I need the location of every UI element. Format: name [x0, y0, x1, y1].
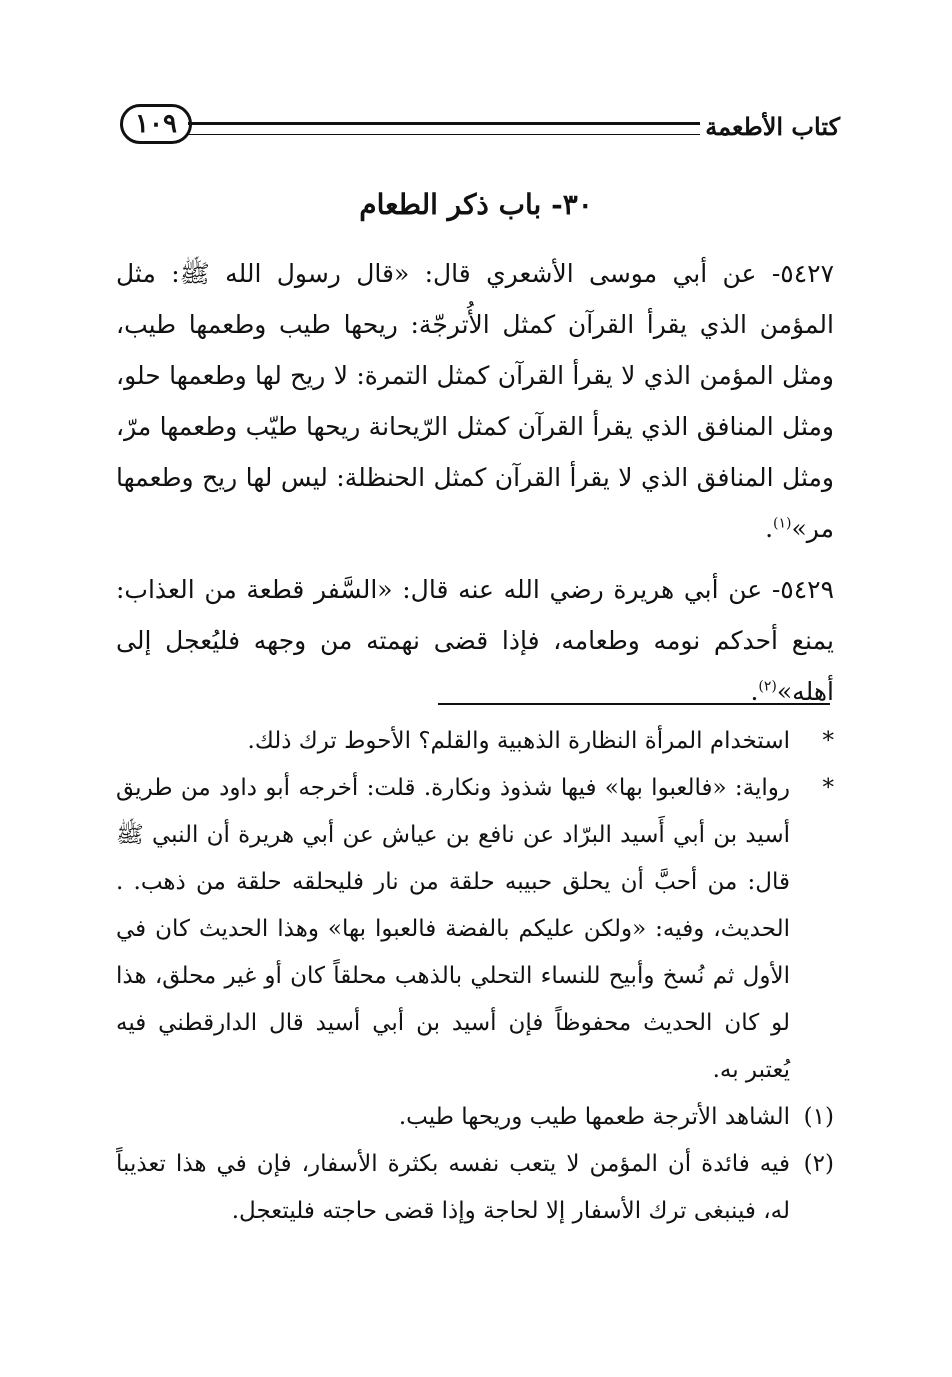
footnote-marker: (٢)	[803, 1151, 834, 1177]
footnote-marker: *	[822, 775, 834, 801]
footnote	[116, 718, 834, 765]
footnote-marker: (١)	[803, 1104, 834, 1130]
page-number-frame	[120, 104, 192, 144]
footnote-marker: *	[822, 728, 834, 754]
chapter-heading: ٣٠- باب ذكر الطعام	[359, 188, 593, 221]
footnote-reference: (٢)	[758, 678, 777, 695]
paragraph-end: .	[765, 514, 774, 543]
footnote-text: استخدام المرأة النظارة الذهبية والقلم؟ الأحوط ترك ذلك.	[247, 728, 790, 754]
running-title: كتاب الأطعمة	[705, 112, 840, 141]
hadith-text: ٥٤٢٩- عن أبي هريرة رضي الله عنه قال: «السَّفر قطعة من العذاب: يمنع أحدكم نومه وطعامه، فإذا قضى نهمته من وجهه فليُعجل إلى أهله»	[116, 575, 834, 706]
footnote-text: رواية: «فالعبوا بها» فيها شذوذ ونكارة. قلت: أخرجه أبو داود من طريق أسيد بن أبي أَسيد البرّاد عن نافع بن عياش عن أبي هريرة أن النبي ﷺ قال: من أحبَّ أن يحلق حبيبه حلقة من نار فليحلقه حلقة من ذهب. . الحديث، وفيه: «ولكن عليكم بالفضة فالعبوا بها» وهذا الحديث كان في الأول ثم نُسخ وأبيح للنساء التحلي بالذهب محلقاً كان أو غير محلق، هذا لو كان الحديث محفوظاً فإن أسيد بن أبي أسيد قال الدارقطني فيه يُعتبر به.	[116, 775, 790, 1083]
page-number: ١٠٩	[135, 109, 177, 139]
running-header	[110, 98, 840, 160]
main-text	[116, 248, 834, 727]
footnote-reference: (١)	[773, 515, 792, 532]
footnotes	[116, 718, 834, 1235]
footnote	[116, 1094, 834, 1141]
hadith-paragraph	[116, 248, 834, 554]
hadith-text: ٥٤٢٧- عن أبي موسى الأشعري قال: «قال رسول الله ﷺ: مثل المؤمن الذي يقرأ القرآن كمثل الأُترجّة: ريحها طيب وطعمها طيب، ومثل المؤمن الذي لا يقرأ القرآن كمثل التمرة: لا ريح لها وطعمها حلو، ومثل المنافق الذي يقرأ القرآن كمثل الرّيحانة ريحها طيّب وطعمها مرّ، ومثل المنافق الذي لا يقرأ القرآن كمثل الحنظلة: ليس لها ريح وطعمها مر»	[116, 259, 834, 543]
paragraph-end: .	[750, 677, 759, 706]
footnote-text: الشاهد الأترجة طعمها طيب وريحها طيب.	[398, 1104, 790, 1130]
header-rule	[188, 122, 700, 135]
footnote	[116, 765, 834, 1094]
footnote-text: فيه فائدة أن المؤمن لا يتعب نفسه بكثرة الأسفار، فإن في هذا تعذيباً له، فينبغى ترك الأسفار إلا لحاجة وإذا قضى حاجته فليتعجل.	[116, 1151, 790, 1224]
footnote-separator	[438, 703, 830, 705]
footnote	[116, 1141, 834, 1235]
hadith-paragraph	[116, 564, 834, 717]
